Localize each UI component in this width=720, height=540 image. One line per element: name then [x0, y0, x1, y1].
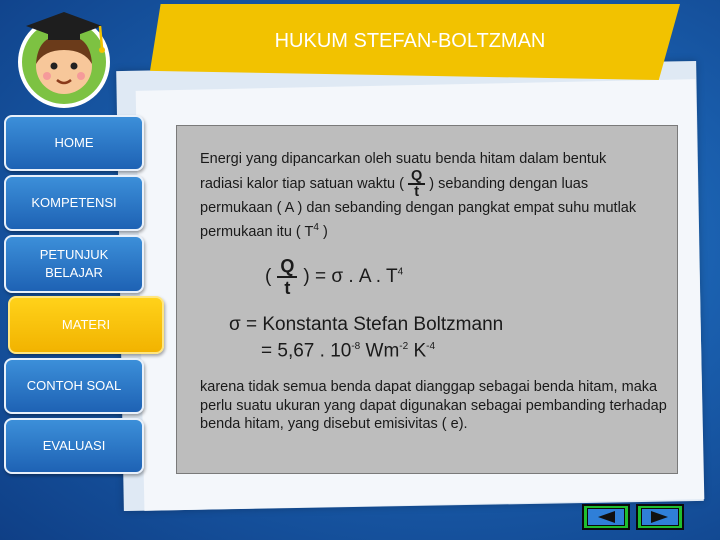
sigma-exponent-1: -8	[351, 341, 361, 352]
stefan-boltzmann-formula	[265, 256, 403, 298]
definition-paragraph	[200, 150, 650, 242]
inline-paren-open: (	[399, 175, 404, 192]
prev-button-face	[587, 508, 625, 526]
sigma-line-2	[229, 336, 503, 362]
page-title: HUKUM STEFAN-BOLTZMAN	[274, 30, 546, 52]
inline-paren-close: )	[429, 175, 435, 192]
fraction-numerator: Q	[408, 169, 425, 185]
sigma-exponent-3: -4	[426, 341, 436, 352]
triangle-left-icon	[595, 510, 617, 524]
sigma-line-1: σ = Konstanta Stefan Boltzmann	[229, 314, 504, 335]
sidebar-item-label: CONTOH SOAL	[26, 378, 122, 393]
emissivity-paragraph: karena tidak semua benda dapat dianggap sebagai benda hitam, maka perlu suatu ukuran yang dapat digunakan sebagai pembanding terhadap benda hitam, yang disebut emisivitas ( e).	[200, 379, 667, 432]
prev-button[interactable]	[582, 504, 630, 530]
definition-text-a: Energi yang dipancarkan oleh suatu benda hitam dalam bentuk radiasi kalor tiap satuan waktu	[200, 151, 607, 192]
definition-text-b: sebanding dengan luas permukaan ( A ) dan sebanding dengan pangkat empat suhu mutlak permukaan itu ( T	[200, 175, 637, 240]
next-button[interactable]	[636, 504, 684, 530]
definition-text-end: )	[318, 223, 328, 240]
sidebar-item-label: PETUNJUK BELAJAR	[39, 247, 109, 280]
fraction-numerator: Q	[277, 256, 297, 278]
sidebar-item-home[interactable]	[4, 115, 144, 171]
sidebar-item-label: HOME	[54, 135, 94, 150]
inline-fraction-q-over-t	[408, 169, 425, 199]
sidebar-item-petunjuk-belajar[interactable]	[4, 235, 144, 293]
sigma-exponent-2: -2	[399, 341, 409, 352]
sigma-value: = 5,67 . 10	[261, 340, 352, 362]
sidebar-item-label: EVALUASI	[42, 438, 106, 453]
sidebar-item-evaluasi[interactable]	[4, 418, 144, 474]
student-graduate-cap-icon	[14, 4, 114, 108]
sidebar-item-kompetensi[interactable]	[4, 175, 144, 231]
material-content-box	[176, 125, 678, 474]
sigma-unit-k: K	[408, 340, 427, 362]
triangle-right-icon	[649, 510, 671, 524]
fraction-denominator: t	[284, 278, 291, 298]
formula-rhs-text: ) = σ . A . T	[303, 266, 398, 287]
sidebar-item-label: KOMPETENSI	[31, 195, 117, 210]
formula-exponent: 4	[397, 266, 404, 278]
formula-rhs	[303, 266, 403, 288]
sidebar-item-contoh-soal[interactable]	[4, 358, 144, 414]
exponent: 4	[313, 222, 319, 233]
formula-paren-open: (	[265, 266, 272, 287]
fraction-denominator: t	[414, 184, 420, 200]
next-button-face	[641, 508, 679, 526]
formula-fraction-q-over-t	[277, 256, 297, 298]
sidebar-item-label: MATERI	[61, 317, 111, 332]
sidebar-item-materi[interactable]	[8, 296, 164, 354]
sigma-unit-w: Wm	[360, 340, 400, 362]
sigma-definition	[229, 314, 503, 362]
